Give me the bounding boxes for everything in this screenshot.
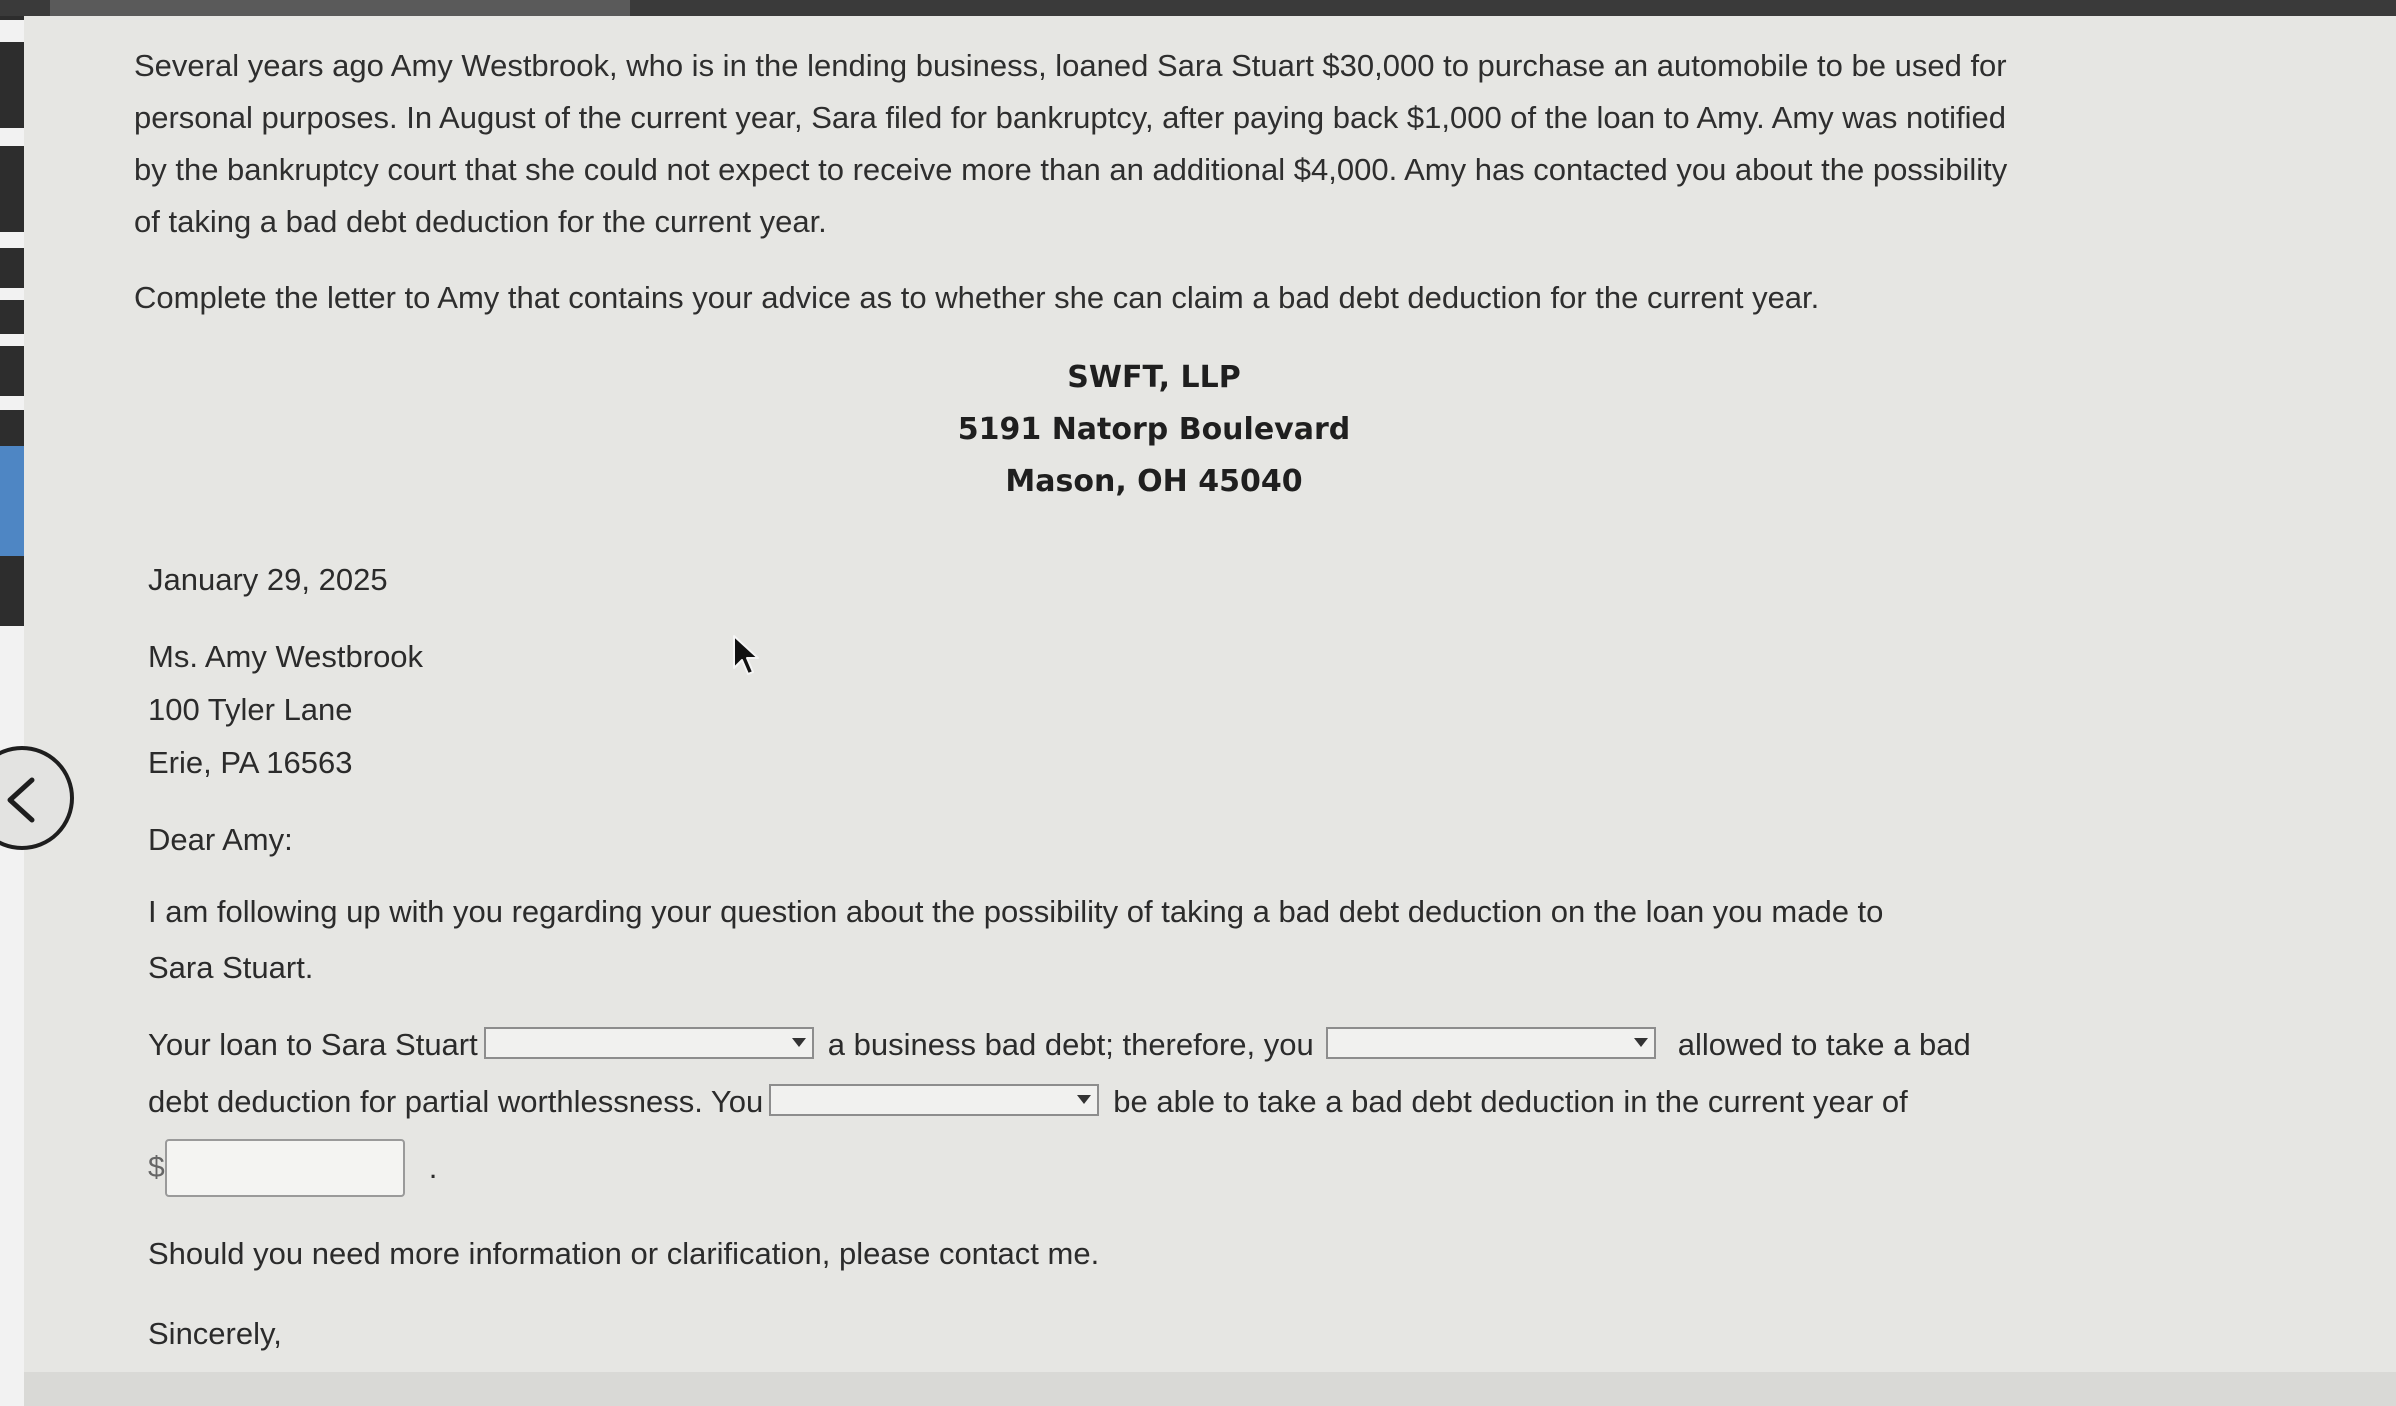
toolbar-marker[interactable] <box>0 128 24 146</box>
left-toolbar <box>0 16 24 1372</box>
letter-closing: Should you need more information or clarification, please contact me. <box>148 1236 1100 1271</box>
recipient-address <box>148 630 423 789</box>
answer-text: be able to take a bad debt deduction in the current year of <box>1113 1084 1908 1119</box>
recipient-name: Ms. Amy Westbrook <box>148 639 424 674</box>
toolbar-marker[interactable] <box>0 396 24 410</box>
toolbar-marker[interactable] <box>0 20 24 42</box>
will-be-able-dropdown[interactable] <box>769 1084 1099 1116</box>
mouse-pointer-icon <box>732 634 760 678</box>
problem-line: of taking a bad debt deduction for the current year. <box>134 204 827 239</box>
letterhead <box>864 352 1444 508</box>
letter-greeting: Dear Amy: <box>148 822 293 857</box>
caret-down-icon[interactable] <box>792 1038 806 1047</box>
instruction-text: Complete the letter to Amy that contains your advice as to whether she can claim a bad debt deduction for the current year. <box>134 280 1820 315</box>
answer-text: allowed to take a bad <box>1677 1027 1971 1062</box>
firm-street: 5191 Natorp Boulevard <box>957 412 1351 447</box>
firm-name: SWFT, LLP <box>1067 360 1241 395</box>
problem-statement <box>134 40 2244 248</box>
letter-intro-line: Sara Stuart. <box>148 950 314 985</box>
are-allowed-dropdown[interactable] <box>1326 1027 1656 1059</box>
letter-intro <box>148 884 2188 996</box>
answer-text: Your loan to Sara Stuart <box>148 1027 478 1062</box>
problem-line: by the bankruptcy court that she could not expect to receive more than an additional $4,000. Amy has contacted you about the possibility <box>134 152 2008 187</box>
problem-line: personal purposes. In August of the current year, Sara filed for bankruptcy, after paying back $1,000 of the loan to Amy. Amy was notified <box>134 100 2006 135</box>
answer-text: a business bad debt; therefore, you <box>827 1027 1314 1062</box>
toolbar-marker[interactable] <box>0 334 24 346</box>
is-business-debt-dropdown[interactable] <box>484 1027 814 1059</box>
window-top-strip <box>0 0 2396 16</box>
toolbar-marker[interactable] <box>0 288 24 300</box>
letter-signoff: Sincerely, <box>148 1316 282 1351</box>
caret-down-icon[interactable] <box>1634 1038 1648 1047</box>
problem-line: Several years ago Amy Westbrook, who is in the lending business, loaned Sara Stuart $30,000 to purchase an automobile to be used for <box>134 48 2007 83</box>
answer-text: debt deduction for partial worthlessness. You <box>148 1084 764 1119</box>
question-page <box>24 16 2396 1372</box>
recipient-city: Erie, PA 16563 <box>148 745 353 780</box>
firm-city: Mason, OH 45040 <box>1005 464 1303 499</box>
letter-intro-line: I am following up with you regarding your question about the possibility of taking a bad debt deduction on the loan you made to <box>148 894 1884 929</box>
toolbar-active-marker[interactable] <box>0 446 24 556</box>
recipient-street: 100 Tyler Lane <box>148 692 353 727</box>
currency-symbol: $ <box>148 1150 165 1184</box>
answer-paragraph <box>148 1016 2248 1130</box>
toolbar-marker[interactable] <box>0 232 24 248</box>
deduction-amount-input[interactable] <box>165 1139 405 1197</box>
browser-tab[interactable] <box>50 0 630 16</box>
caret-down-icon[interactable] <box>1077 1095 1091 1104</box>
sentence-period: . <box>428 1149 438 1185</box>
deduction-amount-row <box>148 1136 437 1198</box>
letter-date: January 29, 2025 <box>148 562 388 597</box>
toolbar-lower-panel <box>0 626 24 1406</box>
chevron-left-icon <box>4 776 40 824</box>
